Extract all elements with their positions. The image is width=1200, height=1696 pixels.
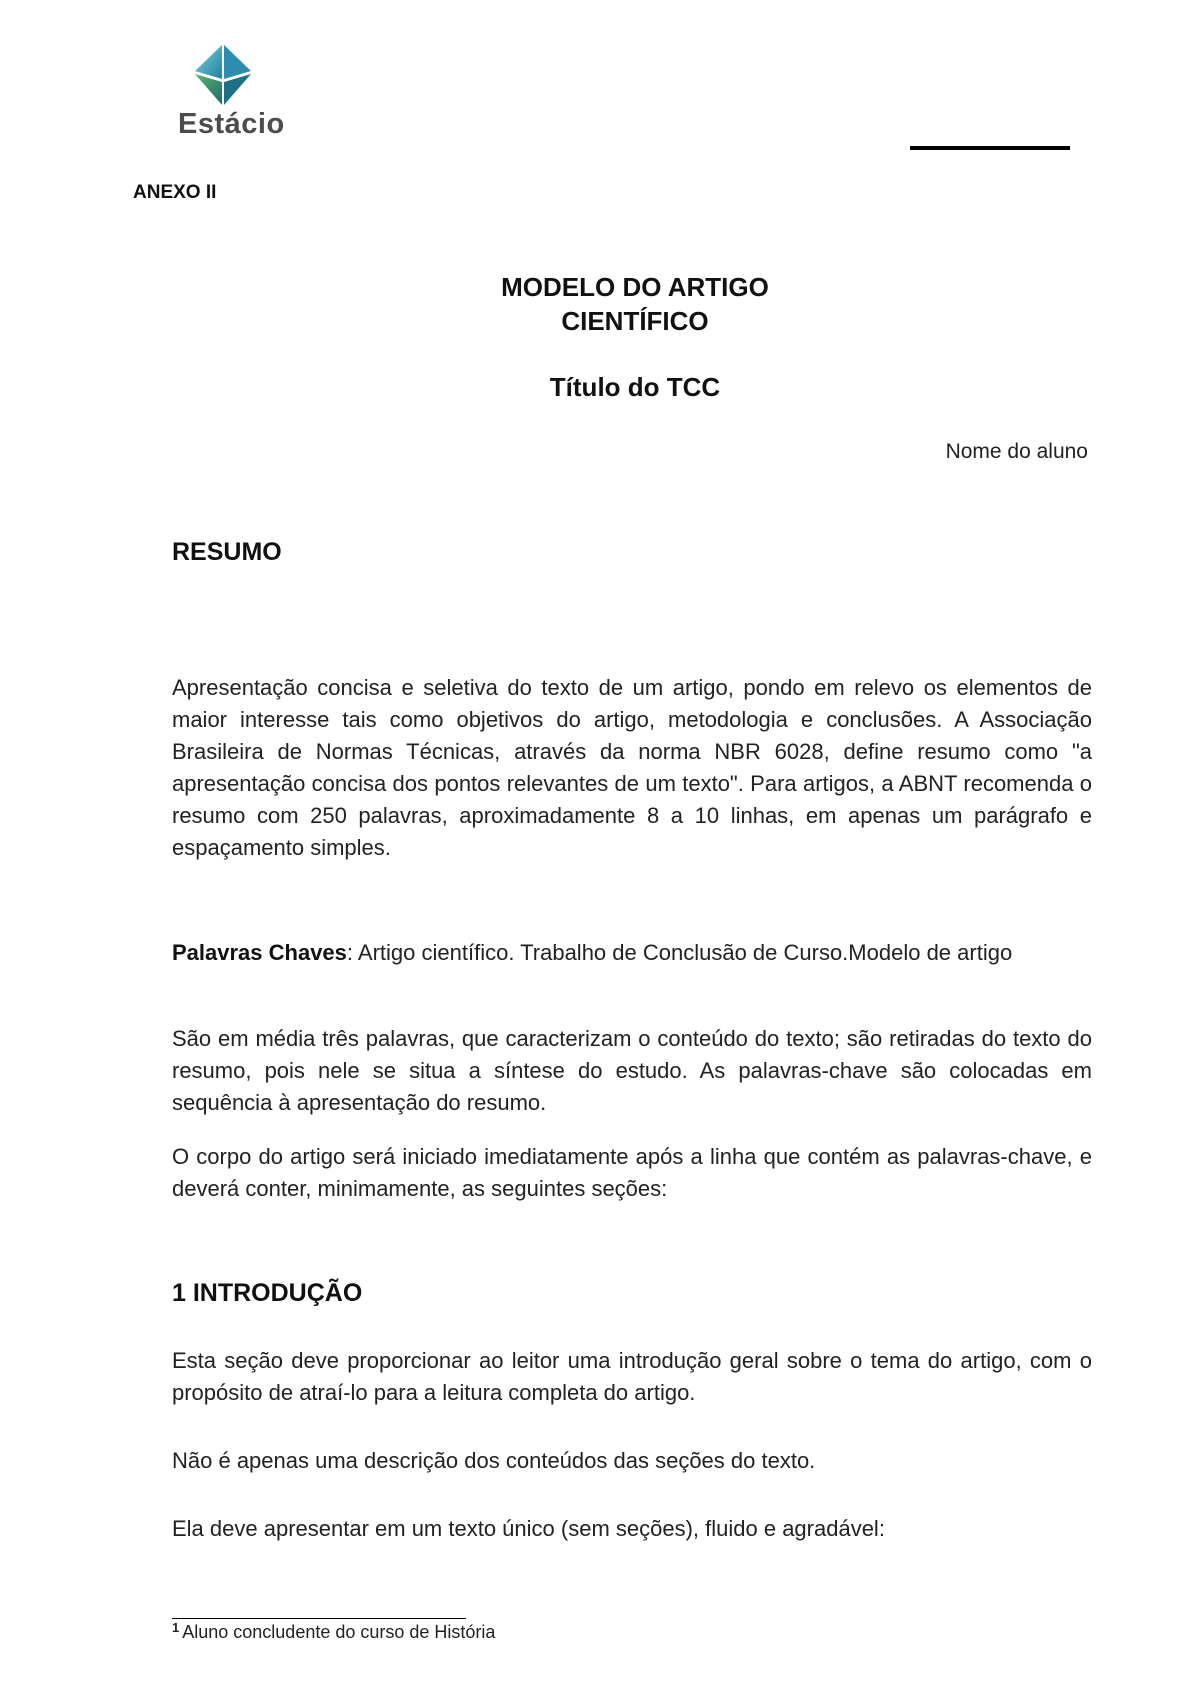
footnote-text: Aluno concludente do curso de História (182, 1622, 496, 1642)
resumo-heading: RESUMO (172, 538, 282, 566)
footnote (172, 1620, 495, 1643)
footnote-number: 1 (172, 1620, 180, 1635)
intro-paragraph-1: Esta seção deve proporcionar ao leitor uma introdução geral sobre o tema do artigo, com o propósito de atraí-lo para a leitura completa do artigo. (172, 1348, 1092, 1405)
body-note: O corpo do artigo será iniciado imediatamente após a linha que contém as palavras-chave, e deverá conter, minimamente, as seguintes seções: (172, 1144, 1092, 1201)
tcc-title: Título do TCC (549, 372, 721, 402)
intro-paragraph-2: Não é apenas uma descrição dos conteúdos das seções do texto. (172, 1448, 816, 1473)
header-rule (910, 146, 1070, 150)
annex-label: ANEXO II (133, 182, 217, 203)
intro-paragraph-3: Ela deve apresentar em um texto único (sem seções), fluido e agradável: (172, 1516, 885, 1541)
logo-text: Estácio (178, 108, 285, 140)
keywords-text: : Artigo científico. Trabalho de Conclusão de Curso.Modelo de artigo (346, 940, 1013, 965)
keywords-explanation: São em média três palavras, que caracterizam o conteúdo do texto; são retiradas do texto do resumo, pois nele se situa a síntese do estudo. As palavras-chave são colocadas em sequência à apresentação do resumo. (172, 1026, 1092, 1115)
doc-title-line1: MODELO DO ARTIGO (501, 272, 769, 302)
footnote-separator (172, 1618, 466, 1619)
intro-heading: 1 INTRODUÇÃO (172, 1279, 363, 1307)
doc-title-line2: CIENTÍFICO (561, 306, 709, 336)
resumo-body: Apresentação concisa e seletiva do texto de um artigo, pondo em relevo os elementos de maior interesse tais como objetivos do artigo, metodologia e conclusões. A Associação Brasileira de Normas Técnicas, através da norma NBR 6028, define resumo como "a apresentação concisa dos pontos relevantes de um texto". Para artigos, a ABNT recomenda o resumo com 250 palavras, aproximadamente 8 a 10 linhas, em apenas um parágrafo e espaçamento simples. (172, 675, 1092, 860)
author-name: Nome do aluno (945, 440, 1088, 463)
keywords-paragraph (172, 937, 1092, 969)
keywords-label: Palavras Chaves (172, 940, 347, 965)
